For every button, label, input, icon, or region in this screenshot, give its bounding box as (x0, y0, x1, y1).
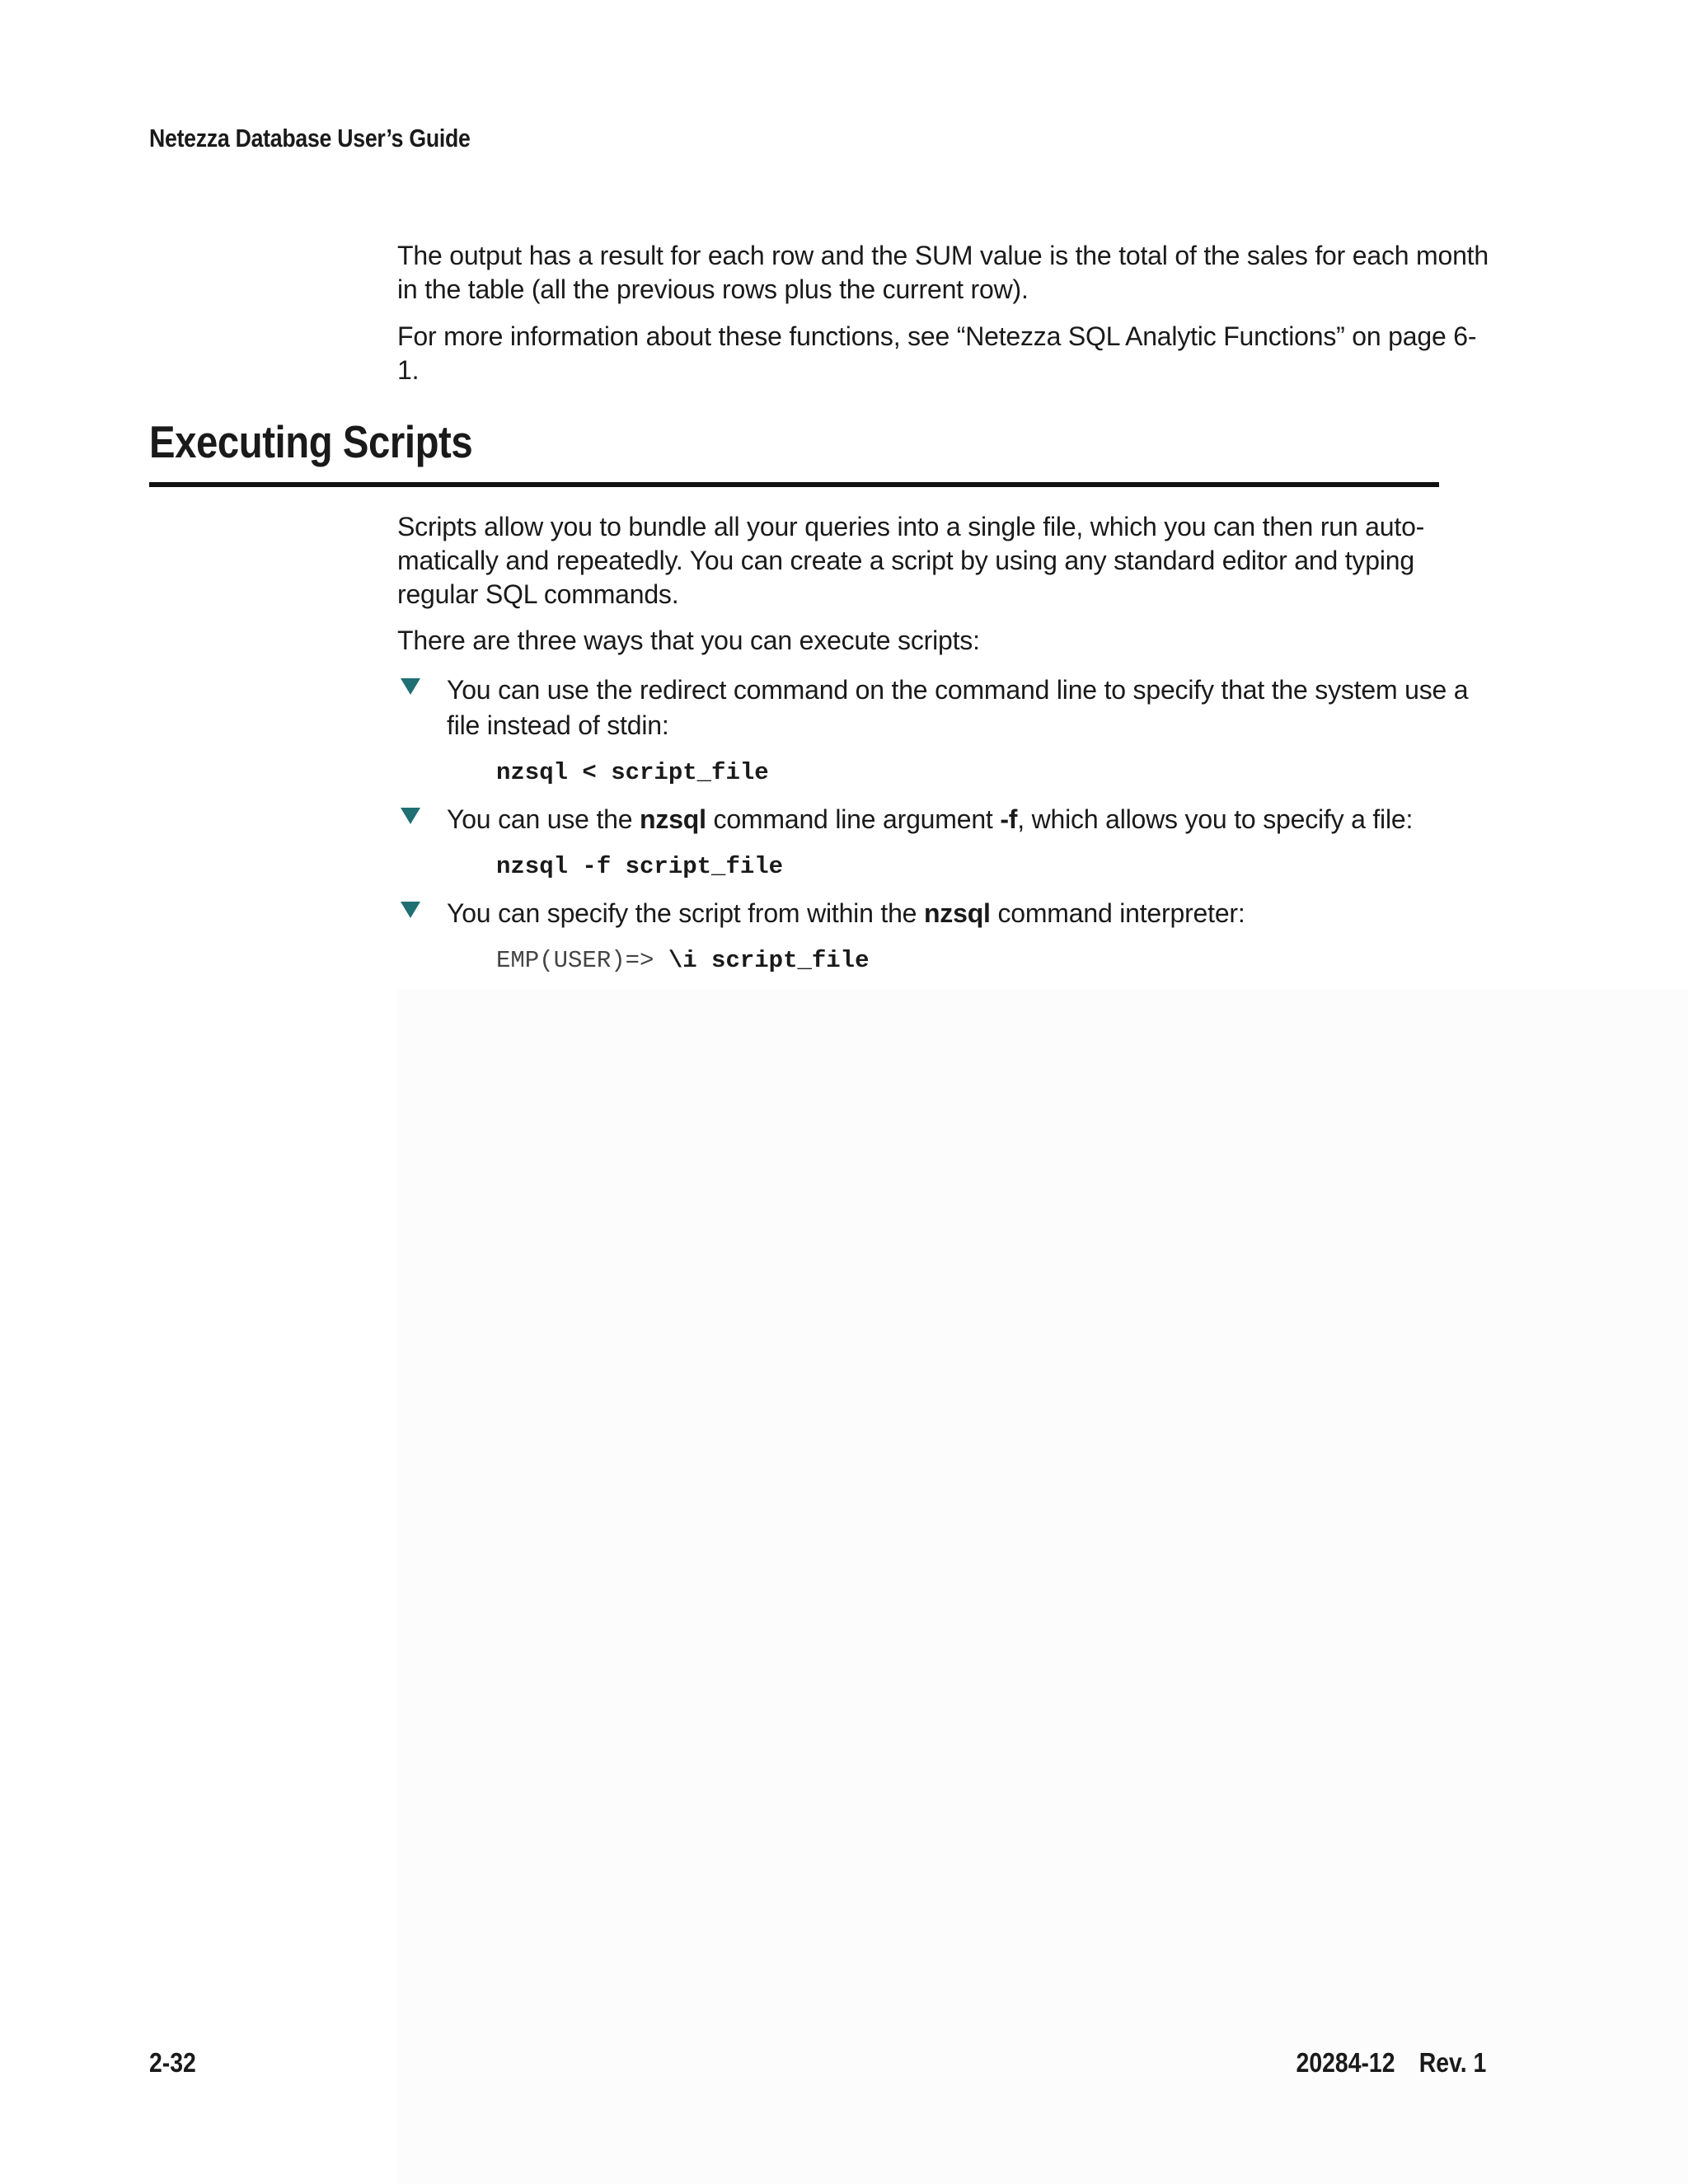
page-number: 2-32 (149, 2047, 196, 2078)
section-paragraph-1: Scripts allow you to bundle all your queries into a single file, which you can then run auto-matically and repeatedly. You can create a script by using any standard editor and typing regular SQL commands. (397, 512, 1425, 609)
triangle-down-icon (400, 901, 421, 919)
running-header: Netezza Database User’s Guide (149, 124, 471, 152)
code-example-interpreter (496, 947, 869, 974)
section-heading: Executing Scripts (149, 416, 473, 467)
sql-prompt: EMP(USER)=> (496, 947, 668, 974)
doc-number: 20284-12 (1296, 2047, 1395, 2078)
bullet-text-part: , which allows you to specify a file: (1017, 804, 1414, 834)
section-paragraph-2: There are three ways that you can execute scripts: (397, 626, 980, 655)
code-example-file-argument (496, 853, 783, 880)
triangle-down-icon (400, 807, 421, 825)
bullet-text (447, 802, 1493, 837)
code-example-redirect (496, 759, 769, 786)
bullet-item-file-argument (397, 802, 1493, 837)
bullet-text (447, 896, 1493, 931)
code-text: nzsql < script_file (496, 759, 769, 786)
bullet-text-part: You can use the (447, 804, 640, 834)
command-name: nzsql (640, 804, 706, 834)
bullet-text-part: command line argument (706, 804, 1001, 834)
section-rule (149, 482, 1439, 487)
bullet-text-part: You can specify the script from within the (447, 898, 924, 928)
bullet-item-redirect (397, 673, 1493, 743)
bullet-item-interpreter (397, 896, 1493, 931)
intro-paragraph-2: For more information about these functions, see “Netezza SQL Analytic Functions” on page 6-1. (397, 321, 1477, 385)
triangle-down-icon (400, 677, 421, 696)
page-background (397, 989, 1688, 2184)
code-text: \i script_file (668, 947, 870, 974)
bullet-text-part: command interpreter: (990, 898, 1245, 928)
command-name: nzsql (923, 898, 991, 928)
intro-paragraph-1: The output has a result for each row and the SUM value is the total of the sales for each month in the table (all the previous rows plus the current row). (397, 241, 1489, 304)
bullet-text: You can use the redirect command on the command line to specify that the system use a file instead of stdin: (447, 675, 1469, 740)
document-id (1296, 2047, 1486, 2079)
argument-name: -f (1000, 804, 1018, 834)
revision: Rev. 1 (1418, 2047, 1486, 2078)
code-text: nzsql -f script_file (496, 853, 784, 880)
